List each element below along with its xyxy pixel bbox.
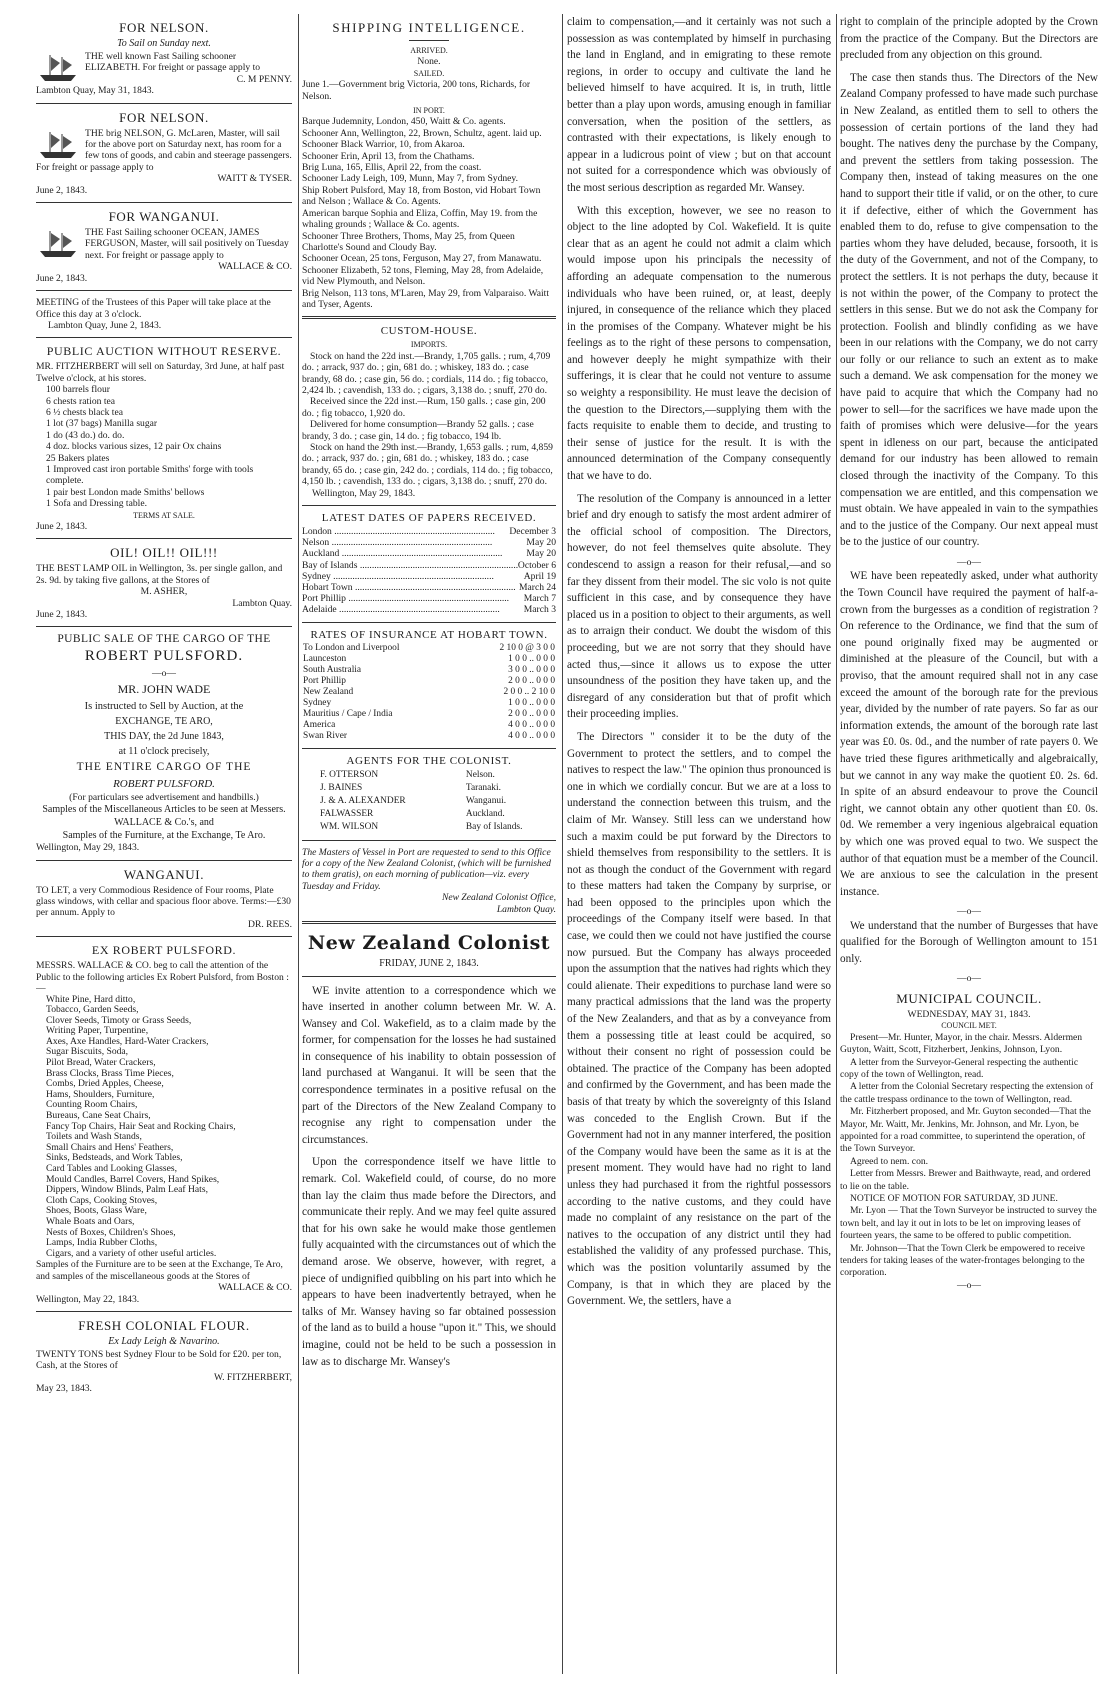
list-item: Sinks, Bedsteads, and Work Tables, bbox=[46, 1152, 183, 1164]
paper-source: Auckland ..... bbox=[302, 548, 526, 559]
ad-date: June 2, 1843. bbox=[36, 272, 88, 284]
rate-destination: Mauritius / Cape / India bbox=[303, 708, 393, 719]
divider bbox=[36, 1311, 292, 1312]
ad-line: Is instructed to Sell by Auction, at the bbox=[84, 700, 244, 712]
paper-source: Bay of Islands ..... bbox=[302, 560, 518, 571]
divider bbox=[302, 976, 556, 977]
agent-place: Taranaki. bbox=[465, 782, 501, 793]
agents-table bbox=[302, 769, 556, 834]
ad-wanganui-ocean bbox=[36, 209, 292, 284]
subhead: IN PORT. bbox=[413, 106, 445, 116]
ad-title: FOR NELSON. bbox=[119, 109, 209, 125]
divider bbox=[36, 538, 292, 539]
section-title: LATEST DATES OF PAPERS RECEIVED. bbox=[321, 512, 537, 525]
rate-value: 2 0 0 .. 0 0 0 bbox=[508, 708, 555, 719]
list-item: Schooner Elizabeth, 52 tons, Fleming, May 28, from Adelaide, vid New Plymouth, and Nelson. bbox=[302, 264, 544, 288]
agent-name: FALWASSER bbox=[320, 808, 374, 819]
column-shipping-news bbox=[302, 14, 556, 1674]
custom-paragraph: Stock on hand the 29th inst.—Brandy, 1,653 galls. ; rum, 4,859 do. ; arrack, 937 do. ; gin, 681 do. ; whiskey, 183 do. ; case brandy, 65 do. ; case gin, 242 do. ; cordials, 114 do. ; fig tobacco, 4,150 lb. ; cavendish, 133 do. ; cigars, 3,138 do. ; snuff, 270 do. bbox=[302, 442, 553, 488]
custom-house bbox=[302, 325, 556, 499]
ornament: —o— bbox=[957, 557, 981, 568]
rate-value: 1 0 0 .. 0 0 0 bbox=[508, 697, 555, 708]
sailing-ship-icon bbox=[36, 53, 80, 83]
ad-title: PUBLIC AUCTION WITHOUT RESERVE. bbox=[46, 344, 282, 359]
minutes-paragraph: NOTICE OF MOTION FOR SATURDAY, 3D JUNE. bbox=[850, 1192, 1058, 1204]
list-item: Brig Nelson, 113 tons, M'Laren, May 29, from Valparaiso. Waitt and Tyser, Agents. bbox=[302, 287, 549, 310]
ad-date: May 23, 1843. bbox=[36, 1383, 92, 1395]
ad-title: PUBLIC SALE OF THE CARGO OF THE bbox=[57, 633, 271, 646]
ad-subtitle: Ex Lady Leigh & Navarino. bbox=[108, 1335, 220, 1347]
paper-date: March 24 bbox=[518, 582, 556, 594]
paper-source: London ..... bbox=[302, 526, 509, 537]
ad-text: TO LET, a very Commodious Residence of Four rooms, Plate glass windows, with cellar and spacious floor above. Terms:—£30 per annum. Apply to bbox=[36, 884, 291, 919]
minutes bbox=[840, 1032, 1098, 1280]
ornament: —o— bbox=[957, 1279, 981, 1291]
rate-destination: New Zealand bbox=[303, 686, 354, 697]
list-item: Toilets and Wash Stands, bbox=[46, 1131, 142, 1143]
column-advertisements bbox=[36, 14, 292, 1674]
article-paragraph: right to complain of the principle adopted by the Crown from the practice of the Company. But the Directors are precluded from any objection on this ground. bbox=[840, 16, 1098, 62]
custom-date: Wellington, May 29, 1843. bbox=[312, 487, 416, 499]
agent-place: Nelson. bbox=[465, 769, 495, 780]
divider bbox=[302, 622, 556, 623]
agent-row bbox=[302, 821, 556, 834]
ad-text: TWENTY TONS best Sydney Flour to be Sold for £20. per ton, Cash, at the Stores of bbox=[36, 1348, 282, 1372]
ad-signer: WALLACE & CO. bbox=[218, 1282, 292, 1294]
papers-row bbox=[302, 604, 556, 615]
agent-place: Bay of Islands. bbox=[465, 821, 523, 832]
ad-signer: W. FITZHERBERT, bbox=[213, 1371, 292, 1383]
paper-source: Sydney ..... bbox=[302, 571, 524, 582]
ad-ex-robert-pulsford bbox=[36, 943, 292, 1305]
list-item: 1 Improved cast iron portable Smiths' forge with tools complete. bbox=[46, 463, 254, 487]
paper-date: March 3 bbox=[523, 604, 556, 616]
list-item: White Pine, Hard ditto, bbox=[46, 993, 136, 1005]
ad-meeting bbox=[36, 297, 292, 331]
paper-date: October 6 bbox=[517, 559, 556, 571]
list-item: Shoes, Boots, Glass Ware, bbox=[46, 1205, 147, 1217]
divider bbox=[409, 40, 449, 41]
ad-text: THE Fast Sailing schooner OCEAN, JAMES FERGUSON, Master, will sail positively on Tuesday next. For freight or passage apply to bbox=[85, 227, 289, 261]
agent-name: WM. WILSON bbox=[320, 821, 379, 832]
ad-ship-name: ROBERT PULSFORD. bbox=[84, 648, 244, 665]
list-item: 100 barrels flour bbox=[46, 384, 110, 396]
ad-line: EXCHANGE, TE ARO, bbox=[115, 715, 213, 727]
leading-article bbox=[302, 983, 556, 1371]
list-item: Brass Clocks, Brass Time Pieces, bbox=[46, 1067, 174, 1079]
rate-row bbox=[302, 731, 556, 742]
in-port-list bbox=[302, 116, 556, 310]
column-rule bbox=[562, 14, 563, 1674]
rate-row bbox=[302, 643, 556, 654]
papers-row bbox=[302, 571, 556, 582]
paper-date: May 20 bbox=[526, 548, 556, 560]
agent-row bbox=[302, 769, 556, 782]
ad-text: THE brig NELSON, G. McLaren, Master, will sail for the above port on Saturday next, has room for a few tons of goods, and cabin and steerage passengers. bbox=[85, 127, 292, 162]
ad-nelson-brig bbox=[36, 110, 292, 196]
ad-signer: DR. REES. bbox=[248, 918, 292, 930]
ad-signer: WAITT & TYSER. bbox=[217, 173, 292, 185]
subhead: COUNCIL MET. bbox=[941, 1021, 997, 1031]
ad-line: THE ENTIRE CARGO OF THE bbox=[76, 760, 252, 773]
section-title: SHIPPING INTELLIGENCE. bbox=[332, 20, 526, 35]
rate-value: 4 0 0 .. 0 0 0 bbox=[508, 719, 555, 730]
papers-row bbox=[302, 526, 556, 537]
ad-lamp-oil bbox=[36, 545, 292, 620]
list-item: Schooner Three Brothers, Thoms, May 25, from Queen Charlotte's Sound and Cloudy Bay. bbox=[302, 230, 515, 253]
list-item: Mould Candles, Barrel Covers, Hand Spikes, bbox=[46, 1173, 220, 1185]
list-item: Whale Boats and Oars, bbox=[46, 1215, 135, 1227]
section-title: MUNICIPAL COUNCIL. bbox=[896, 990, 1042, 1006]
papers-row bbox=[302, 560, 556, 571]
notice-text: The Masters of Vessel in Port are requested to send to this Office for a copy of the New Zealand Colonist, (which will be furnished to them gratis), on each morning of publication—viz. every Tuesday and Friday. bbox=[302, 846, 551, 892]
list-item: Schooner Lady Leigh, 109, Munn, May 7, from Sydney. bbox=[302, 173, 519, 185]
divider bbox=[36, 337, 292, 338]
meeting-date: WEDNESDAY, MAY 31, 1843. bbox=[907, 1008, 1031, 1020]
divider bbox=[36, 290, 292, 291]
article-paragraph: The Directors " consider it to be the duty of the Government to protect the settlers, and to compel the natives to respect the law." The opinion thus pronounced is one in which we cordially concur. But we are at a loss to understand the connection between this truism, and the claim of Mr. Wansey. Still less can we understand how such a maxim could be put forward by the Directors to shield themselves from responsibility to the settlers. It is not as though the conduct of the Government with regard to these matters had taken the Company by surprise, or had been opposed to the principles upon which the proceedings of the Company itself were based. In that case, we could then we could not have justified the course now pursued. But the Company has always proceeded upon the assumption that the natives had rights which they could alienate. Their expeditions to purchase land were so many practical admissions that the land was the property of the New Zealanders, and that as by a conveyance from them a possessing title at least could be acquired, so without their consent no right of possession could be obtained. The practice of the Company has been adopted and confirmed by the Government, and has been made the basis of that treaty by which the sovereignty of this Island was conceded to the English Crown. But if the Government had not in any manner interfered, the position of the Company would have been the same as it is at the present moment. They would have had no right to land unless they had purchased it from the rightful possessors according to the native customs, and they could have made no complaint of any resistance on the part of the natives to the occupation of any district until they had established the validity of any professed purchase. This, which was the position voluntarily assumed by the Company, is that in which they are placed by the Government. We, the settlers, have a bbox=[567, 730, 831, 1308]
masthead: New Zealand Colonist bbox=[307, 932, 551, 955]
papers-row bbox=[302, 537, 556, 548]
newspaper-page bbox=[36, 14, 1098, 1674]
latest-papers bbox=[302, 512, 556, 616]
divider bbox=[36, 860, 292, 861]
rate-row bbox=[302, 654, 556, 665]
agent-name: J. BAINES bbox=[320, 782, 363, 793]
ad-line: For freight or passage apply to bbox=[36, 161, 154, 173]
list-item: Counting Room Chairs, bbox=[46, 1099, 138, 1111]
divider bbox=[36, 936, 292, 937]
agent-row bbox=[302, 808, 556, 821]
rate-destination: Port Phillip bbox=[303, 675, 346, 686]
custom-paragraph: Received since the 22d inst.—Rum, 150 galls. ; case gin, 200 do. ; fig tobacco, 1,920 do. bbox=[302, 396, 546, 419]
rates-table bbox=[302, 643, 556, 742]
divider bbox=[302, 921, 556, 924]
subhead: ARRIVED. bbox=[410, 46, 448, 55]
ad-title: FOR WANGANUI. bbox=[108, 209, 220, 225]
ad-samples: Samples of the Furniture are to be seen at the Exchange, Te Aro, and samples of the miscellaneous goods at the Stores of bbox=[36, 1259, 283, 1282]
arrived-none: None. bbox=[417, 56, 441, 68]
ad-line: (For particulars see advertisement and handbills.) bbox=[69, 791, 259, 803]
article-paragraph: claim to compensation,—and it certainly was not such a possession as was contemplated by himself in purchasing the land in England, and in emigrating to these remote regions, in order to occupy and cultivate the land he believed himself to have acquired. It is, in truth, little better than a play upon words, amusing enough in familiar conversation, when the position of the settlers, as contrasted with their expectations, is likely enough to appear in a ludicrous point of view ; but on that account not suited for a correspondence which was obviously of the most serious description as regarded Mr. Wansey. bbox=[567, 16, 831, 194]
list-item: 1 pair best London made Smiths' bellows bbox=[46, 486, 205, 498]
ad-public-auction bbox=[36, 344, 292, 532]
ad-footer: Lambton Quay, May 31, 1843. bbox=[36, 85, 154, 97]
list-item: Pilot Bread, Water Crackers, bbox=[46, 1057, 156, 1069]
article-paragraph: WE have been repeatedly asked, under what authority the Town Council have required the payment of half-a-crown from the burgesses as a condition of registration ? On reference to the Ordinance, we find that the sum of one pound originally fixed may be augmented or diminished at the pleasure of the Council, but with a proviso, that the amount required shall not in any case exceed the amount of the borough rate for the previous year, divided by the number of rate payers. So far as our information extends, the amount of the borough rate last year was £0. 0s. 0d., and the number of rate payers 0. We have tried these figures arithmetically and algebraically, but we cannot in any way make the quotient £0. 2s. 6d. In spite of an absurd endeavour to prove the Council right, we cannot obtain any other quotient than £0. 0s. 0d. We remember a very ingenious algebraical equation by which one was proved equal to two. We suspect the author of that equation must be a member of the Council. We are anxious to see the calculation in the present instance. bbox=[840, 570, 1098, 898]
list-item: Schooner Ann, Wellington, 22, Brown, Schultz, agent. laid up. bbox=[302, 127, 542, 139]
sailing-ship-icon bbox=[36, 130, 80, 160]
section-title: CUSTOM-HOUSE. bbox=[380, 325, 478, 338]
list-item: Small Chairs and Hens' Feathers, bbox=[46, 1141, 174, 1153]
rate-row bbox=[302, 687, 556, 698]
ad-auctioneer: MR. JOHN WADE bbox=[117, 681, 211, 696]
list-item: Tobacco, Garden Seeds, bbox=[46, 1004, 139, 1016]
ad-colonial-flour bbox=[36, 1318, 292, 1395]
rate-destination: Sydney bbox=[303, 697, 332, 708]
divider bbox=[302, 505, 556, 506]
agent-name: J. & A. ALEXANDER bbox=[320, 795, 406, 806]
divider bbox=[302, 748, 556, 749]
agent-row bbox=[302, 782, 556, 795]
ad-date: June 2, 1843. bbox=[36, 184, 88, 196]
list-item: Writing Paper, Turpentine, bbox=[46, 1025, 149, 1037]
ornament: —o— bbox=[957, 906, 981, 918]
list-item: Schooner Black Warrior, 10, from Akaroa. bbox=[302, 139, 465, 151]
paper-date: December 3 bbox=[509, 526, 556, 538]
ad-place: Lambton Quay. bbox=[232, 597, 292, 609]
rate-destination: America bbox=[303, 719, 336, 730]
minutes-paragraph: A letter from the Colonial Secretary respecting the extension of the cattle trespass ordinance to the town of Wellington, read. bbox=[840, 1081, 1094, 1105]
rate-destination: To London and Liverpool bbox=[303, 642, 400, 653]
list-item: Schooner Ocean, 25 tons, Ferguson, May 27, from Manawatu. bbox=[302, 253, 542, 265]
ad-text: THE well known Fast Sailing schooner ELIZABETH. For freight or passage apply to bbox=[85, 51, 261, 74]
ad-title: FRESH COLONIAL FLOUR. bbox=[78, 1317, 250, 1333]
list-item: Bureaus, Cane Seat Chairs, bbox=[46, 1110, 151, 1122]
section-title: RATES OF INSURANCE AT HOBART TOWN. bbox=[310, 628, 548, 641]
minutes-paragraph: Mr. Fitzherbert proposed, and Mr. Guyton seconded—That the Mayor, Mr. Waitt, Mr. Jenkins, Mr. Johnson, and Mr. Lyon, be appointed for a road committee, to superintend the operation, of the Town Surveyor. bbox=[840, 1106, 1091, 1155]
ad-signer: C. M PENNY. bbox=[236, 73, 292, 85]
list-item: Hams, Shoulders, Furniture, bbox=[46, 1088, 155, 1100]
paper-date: May 20 bbox=[526, 537, 556, 549]
list-item: 6 ½ chests black tea bbox=[46, 406, 123, 418]
article-paragraph: The resolution of the Company is announced in a letter brief and dry enough to satisfy the most ardent admirer of the official school of composition. The Directors, however, do not feel themselves quite absolute. They condescend to assign a reason for their refusal,—and so far they dissent from their model. The sic volo is not quite sufficient in this case, and by consequence they have placed us in a position to object to their arguments, as well as to arraign their conduct. We doubt the wisdom of this proceeding, but we are not sorry that they should have acted thus,—since it allows us to expose the utter unsoundness of the position they have taken up, and the disregard of any consideration but that of profit which their proceeding implies. bbox=[567, 492, 831, 721]
sailed-entry: June 1.—Government brig Victoria, 200 tons, Richards, for Nelson. bbox=[302, 79, 531, 102]
ad-intro: MR. FITZHERBERT will sell on Saturday, 3rd June, at half past Twelve o'clock, at his stores. bbox=[36, 361, 285, 384]
divider bbox=[302, 316, 556, 319]
agent-row bbox=[302, 795, 556, 808]
subhead: IMPORTS. bbox=[410, 340, 448, 350]
minutes-paragraph: Letter from Messrs. Brewer and Baithwayte, read, and ordered to lie on the table. bbox=[840, 1168, 1091, 1192]
paper-date: April 19 bbox=[523, 570, 556, 582]
custom-paragraph: Delivered for home consumption—Brandy 52 galls. ; case brandy, 3 do. ; case gin, 14 do. ; fig tobacco, 194 lb. bbox=[302, 419, 534, 442]
list-item: Brig Luna, 165, Ellis, April 22, from the coast. bbox=[302, 162, 482, 174]
ad-signer: M. ASHER, bbox=[140, 586, 188, 598]
paper-source: Port Phillip ..... bbox=[302, 593, 524, 604]
rate-value: 2 10 0 @ 3 0 0 bbox=[499, 642, 555, 653]
goods-list bbox=[36, 995, 292, 1260]
paper-source: Adelaide ..... bbox=[302, 604, 524, 615]
ad-line: Samples of the Miscellaneous Articles to be seen at Messers. WALLACE & Co.'s, and bbox=[42, 804, 286, 829]
rate-destination: South Australia bbox=[303, 664, 362, 675]
ad-line: THIS DAY, the 2d June 1843, bbox=[104, 730, 224, 742]
rate-row bbox=[302, 676, 556, 687]
ad-line: Samples of the Furniture, at the Exchange, Te Aro. bbox=[62, 830, 266, 842]
list-item: Dippers, Window Blinds, Palm Leaf Hats, bbox=[46, 1184, 208, 1196]
paper-source: Hobart Town ..... bbox=[302, 582, 519, 593]
list-item: 25 Bakers plates bbox=[46, 452, 110, 464]
column-rule bbox=[836, 14, 837, 1674]
notice-sign: Lambton Quay. bbox=[496, 903, 556, 915]
list-item: 6 chests ration tea bbox=[46, 395, 115, 407]
ad-date: Wellington, May 29, 1843. bbox=[36, 842, 140, 854]
rate-destination: Launceston bbox=[303, 653, 347, 664]
rate-row bbox=[302, 665, 556, 676]
shipping-intelligence bbox=[302, 20, 556, 310]
divider bbox=[36, 626, 292, 627]
list-item: Cloth Caps, Cooking Stoves, bbox=[46, 1194, 158, 1206]
ad-title: OIL! OIL!! OIL!!! bbox=[110, 545, 218, 561]
ad-footer: Lambton Quay, June 2, 1843. bbox=[48, 319, 162, 331]
rate-value: 4 0 0 .. 0 0 0 bbox=[508, 730, 555, 741]
ad-signer: WALLACE & CO. bbox=[218, 261, 292, 273]
list-item: Sugar Biscuits, Soda, bbox=[46, 1046, 129, 1058]
paper-date: March 7 bbox=[523, 593, 556, 605]
paper-source: Nelson ..... bbox=[302, 537, 526, 548]
subhead: SAILED. bbox=[413, 68, 445, 78]
agent-name: F. OTTERSON bbox=[320, 769, 379, 780]
minutes-paragraph: Agreed to nem. con. bbox=[850, 1155, 929, 1167]
divider bbox=[36, 103, 292, 104]
list-item: 1 lot (37 bags) Manilla sugar bbox=[46, 418, 158, 430]
minutes-paragraph: A letter from the Surveyor-General respecting the authentic copy of the town of Wellington, read. bbox=[840, 1056, 1079, 1080]
list-item: Clover Seeds, Timoty or Grass Seeds, bbox=[46, 1014, 192, 1026]
ad-intro: MESSRS. WALLACE & CO. beg to call the attention of the Public to the following articles Ex Robert Pulsford, from Boston :— bbox=[36, 960, 289, 995]
list-item: Axes, Axe Handles, Hard-Water Crackers, bbox=[46, 1035, 209, 1047]
divider bbox=[36, 202, 292, 203]
masters-notice bbox=[302, 847, 556, 915]
ad-date: Wellington, May 22, 1843. bbox=[36, 1293, 140, 1305]
rate-value: 2 0 0 .. 2 10 0 bbox=[503, 686, 555, 697]
column-article-continued bbox=[567, 14, 831, 1674]
list-item: Card Tables and Looking Glasses, bbox=[46, 1163, 178, 1174]
rate-row bbox=[302, 709, 556, 720]
ad-cargo-sale bbox=[36, 633, 292, 853]
papers-row bbox=[302, 548, 556, 559]
article-paragraph: Upon the correspondence itself we have little to remark. Col. Wakefield could, of course, do no more than lay the claim thus made before the Directors, and communicate their reply. And we may feel quite assured that for his own sake he would make those gentlemen fully acquainted with the circumstances out of which the demand arose. We observe, however, with regret, a piece of undignified quibbling on his part into which he appears to have been inadvertently betrayed, when he talks of Mr. Wansey having so far obtained possession of the land as to build a house "upon it." This, we should imagine, could not be held to be such a possession in law as to discharge Mr. Wansey's bbox=[302, 1156, 556, 1368]
auction-item-list bbox=[36, 384, 292, 509]
list-item: Combs, Dried Apples, Cheese, bbox=[46, 1078, 164, 1090]
ad-terms: TERMS AT SALE. bbox=[133, 510, 195, 520]
ad-text: THE BEST LAMP OIL in Wellington, 3s. per single gallon, and 2s. 9d. by taking five gallons, at the Stores of bbox=[36, 563, 283, 586]
list-item: Barque Judemnity, London, 450, Waitt & Co. agents. bbox=[302, 116, 506, 128]
column-rule bbox=[298, 14, 299, 1674]
ad-title: EX ROBERT PULSFORD. bbox=[91, 943, 237, 958]
dateline: FRIDAY, JUNE 2, 1843. bbox=[379, 958, 479, 970]
minutes-paragraph: Mr. Lyon — That the Town Surveyor be instructed to survey the town belt, and lay it out in lots to be let on improving leases of fourteen years, the same to be offered to public competition. bbox=[840, 1205, 1097, 1242]
agent-place: Auckland. bbox=[465, 808, 505, 819]
article-paragraph: We understand that the number of Burgesses that have qualified for the Borough of Wellington amount to 151 only. bbox=[840, 919, 1098, 965]
papers-row bbox=[302, 593, 556, 604]
list-item: Cigars, and a variety of other useful articles. bbox=[46, 1247, 217, 1259]
ad-date: June 2, 1843. bbox=[36, 521, 88, 532]
ad-nelson-elizabeth bbox=[36, 20, 292, 97]
ad-wanganui-residence bbox=[36, 867, 292, 931]
agent-place: Wanganui. bbox=[465, 795, 507, 806]
list-item: 1 Sofa and Dressing table. bbox=[46, 498, 147, 510]
list-item: American barque Sophia and Eliza, Coffin, May 19. from the whaling grounds ; Wallace & Co. agents. bbox=[302, 207, 538, 231]
ornament: —o— bbox=[957, 973, 981, 985]
article-paragraph: With this exception, however, we see no reason to object to the line adopted by Col. Wakefield. It is quite clear that as an agent he could not admit a claim which would impose upon his principals the necessity of affording an adequate compensation to the numerous individuals who have been ruined, or, at least, deeply injured, in consequence of the reliance which they placed in the promises of the Company. Whatever might be his feelings as to the right of these persons to compensation, and however deeply he might sympathize with their sufferings, it is clear that he could not venture to assume so weighty a responsibility. He must leave the decision of the question to the Directors,—supplying them with the facts requisite to enable them to decide, and trusting to their sense of justice for the result. It is with the announced determination of the Company consequently that we have to do. bbox=[567, 204, 831, 483]
list-item: Fancy Top Chairs, Hair Seat and Rocking Chairs, bbox=[46, 1120, 236, 1132]
rate-destination: Swan River bbox=[303, 730, 348, 741]
custom-paragraph: Stock on hand the 22d inst.—Brandy, 1,705 galls. ; rum, 4,709 do. ; arrack, 937 do. ; gin, 681 do. ; whiskey, 183 do. ; case brandy, 68 do. ; case gin, 56 do. ; cordials, 114 do. ; fig tobacco, 2,424 lb. ; cavendish, 133 do. ; cigars, 3,138 do. ; snuff, 270 do. bbox=[302, 350, 551, 396]
municipal-council bbox=[840, 991, 1098, 1291]
rate-value: 1 0 0 .. 0 0 0 bbox=[508, 653, 555, 664]
papers-list bbox=[302, 526, 556, 616]
ad-line: at 11 o'clock precisely, bbox=[118, 745, 210, 757]
section-title: AGENTS FOR THE COLONIST. bbox=[346, 754, 512, 767]
list-item: Schooner Erin, April 13, from the Chathams. bbox=[302, 150, 475, 162]
ad-text: MEETING of the Trustees of this Paper will take place at the Office this day at 3 o'clock. bbox=[36, 297, 271, 320]
ad-date: June 2, 1843. bbox=[36, 609, 88, 621]
list-item: Nests of Boxes, Children's Shoes, bbox=[46, 1226, 176, 1238]
ad-title: WANGANUI. bbox=[123, 866, 205, 882]
rate-value: 3 0 0 .. 0 0 0 bbox=[508, 664, 555, 675]
divider bbox=[302, 840, 556, 841]
papers-row bbox=[302, 582, 556, 593]
list-item: Ship Robert Pulsford, May 18, from Boston, vid Hobart Town and Nelson ; Wallace & Co. Agents. bbox=[302, 184, 541, 208]
ornament: —o— bbox=[152, 668, 176, 680]
agents bbox=[302, 755, 556, 834]
list-item: 1 do (43 do.) do. do. bbox=[46, 429, 125, 441]
article-paragraph: The case then stands thus. The Directors of the New Zealand Company professed to have made such purchase in New Zealand, as entitled them to sell to others the possession of certain portions of the land they had bought. The natives deny the purchase by the Company, and prevent the settlers from taking possession. The Company then, instead of taking measures on the one hand to support their title if valid, or on the other, to cure it if defective, either of which the Government has enabled them to do, refuse to give compensation to the parties whom they have deluded, because, forsooth, it is the duty of the Government, and not of the Company, to protect the settlers. It is not perhaps the duty, because it is not within the power, of the Company to protect the settlers in this sense. But we do not ask the Company for protection. Foolish and blindly confiding as we have been in our relations with the Company, we do not carry our folly or our reliance to such an extent as to make such a demand. We ask compensation for the money we have paid to acquire that which the Company had no power to sell—for the sacrifices we have made upon the faith of promises which were delusive—for the years spent in idleness on our part, because the anticipated demand for our industry has been allowed to remain closed through the inactivity of the Company. To this compensation we are entitled, and this compensation we must obtain. We have appealed in vain to the sympathies and to the justice of the Company. Our next appeal must be to the justice of our country. bbox=[840, 71, 1098, 549]
list-item: Lamps, India Rubber Cloths, bbox=[46, 1237, 158, 1249]
list-item: 4 doz. blocks various sizes, 12 pair Ox chains bbox=[46, 441, 222, 453]
minutes-paragraph: Mr. Johnson—That the Town Clerk be empowered to receive tenders for taking leases of the water-frontages belonging to the corporation. bbox=[840, 1242, 1085, 1279]
rate-row bbox=[302, 720, 556, 731]
rate-row bbox=[302, 698, 556, 709]
ad-line: ROBERT PULSFORD. bbox=[113, 777, 215, 790]
article-paragraph: WE invite attention to a correspondence which we have inserted in another column between Mr. W. A. Wansey and Col. Wakefield, as to a claim made by the former, for compensation for the losses he had sustained in consequence of his inability to obtain possession of land purchased at Wanganui. It will be seen that the correspondence terminates in a positive refusal on the part of the Directors of the New Zealand Company to recognise any right to compensation under the circumstances. bbox=[302, 984, 556, 1146]
notice-sign: New Zealand Colonist Office, bbox=[441, 892, 556, 904]
ad-title: FOR NELSON. bbox=[119, 20, 209, 35]
ad-subtitle: To Sail on Sunday next. bbox=[117, 38, 211, 49]
rate-value: 2 0 0 .. 0 0 0 bbox=[508, 675, 555, 686]
minutes-paragraph: Present—Mr. Hunter, Mayor, in the chair. Messrs. Aldermen Guyton, Waitt, Scott, Fitzherbert, Jenkins, Johnson, Lyon. bbox=[840, 1031, 1083, 1056]
column-council bbox=[840, 14, 1098, 1674]
insurance-rates bbox=[302, 629, 556, 742]
sailing-ship-icon bbox=[36, 229, 80, 259]
